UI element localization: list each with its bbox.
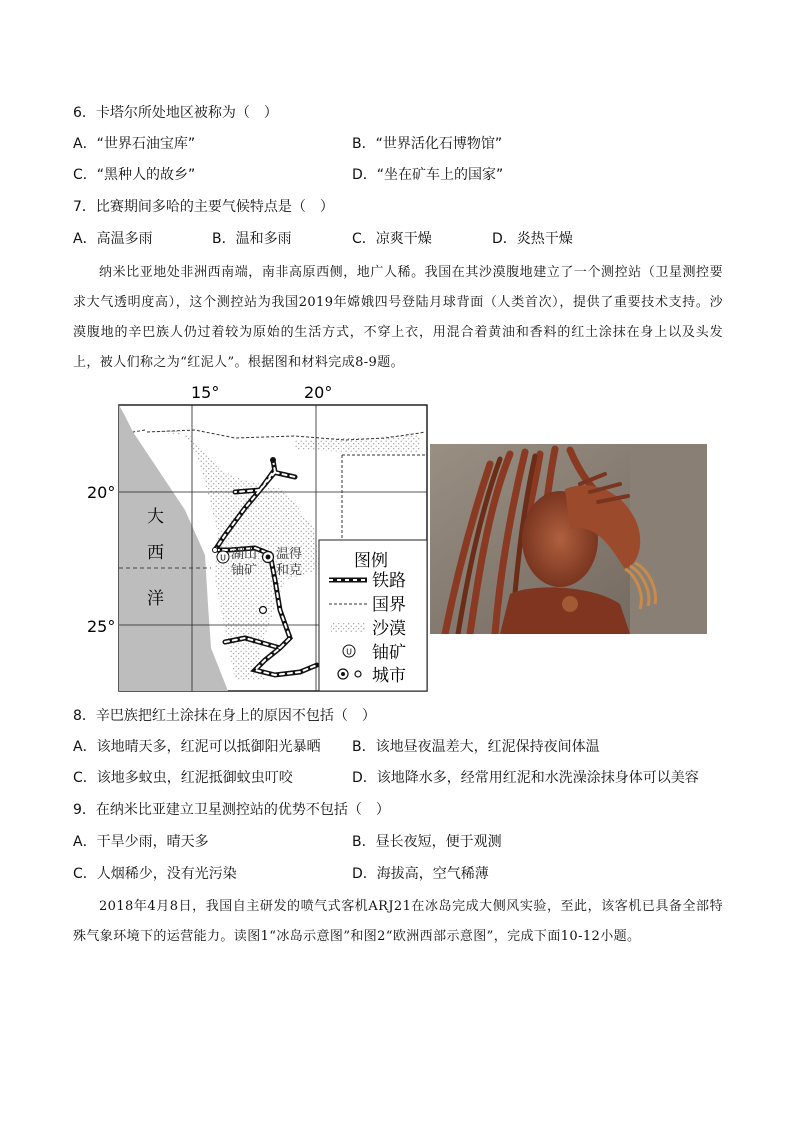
q8-option-a: A．该地晴天多，红泥可以抵御阳光暴晒 bbox=[73, 739, 321, 755]
himba-woman-photo bbox=[430, 444, 707, 634]
latitude-20-label: 20° bbox=[87, 483, 116, 502]
legend-desert: 沙漠 bbox=[372, 619, 406, 639]
passage-namibia: 纳米比亚地处非洲西南端，南非高原西侧，地广人稀。我国在其沙漠腹地建立了一个测控站（卫星测控要求大气透明度高），这个测控站为我国2019年嫦娥四号登陆月球背面（人类首次），提供了重要技术支持。沙漠腹地的辛巴族人仍过着较为原始的生活方式，不穿上衣，用混合着黄油和香料的红土涂抹在身上以及头发上，被人们称之为“红泥人”。根据图和材料完成8-9题。 bbox=[73, 265, 723, 370]
map-legend bbox=[319, 540, 427, 691]
svg-text:U: U bbox=[346, 647, 352, 657]
q7-option-c: C．凉爽干燥 bbox=[352, 231, 432, 247]
ocean-label-3: 洋 bbox=[147, 589, 164, 609]
q9-option-d: D．海拔高，空气稀薄 bbox=[352, 866, 489, 882]
passage-iceland: 2018年4月8日，我国自主研发的喷气式客机ARJ21在冰岛完成大侧风实验，至此，该客机已具备全部特殊气象环境下的运营能力。读图1“冰岛示意图”和图2“欧洲西部示意图”，完成下面10-12小题。 bbox=[73, 899, 723, 944]
legend-uranium: 铀矿 bbox=[372, 643, 406, 663]
q6-option-c: C．“黑种人的故乡” bbox=[73, 167, 196, 183]
q6-option-b: B．“世界活化石博物馆” bbox=[352, 136, 503, 152]
question-8-stem: 8．辛巴族把红土涂抹在身上的原因不包括（ ） bbox=[73, 708, 376, 724]
hushan-label-2: 铀矿 bbox=[231, 563, 258, 578]
q7-option-a: A．高温多雨 bbox=[73, 231, 153, 247]
latitude-25-label: 25° bbox=[87, 617, 116, 636]
q6-option-d: D．“坐在矿车上的国家” bbox=[352, 167, 504, 183]
longitude-15-label: 15° bbox=[191, 383, 220, 402]
namibia-map bbox=[85, 380, 430, 695]
question-9-stem: 9．在纳米比亚建立卫星测控站的优势不包括（ ） bbox=[73, 802, 390, 818]
legend-city: 城市 bbox=[372, 666, 406, 686]
q9-option-c: C．人烟稀少，没有光污染 bbox=[73, 866, 237, 882]
question-7-stem: 7．比赛期间多哈的主要气候特点是（ ） bbox=[73, 199, 334, 215]
q7-option-d: D．炎热干燥 bbox=[492, 231, 573, 247]
ocean-label-1: 大 bbox=[147, 507, 164, 527]
q7-option-b: B．温和多雨 bbox=[212, 231, 292, 247]
q8-option-c: C．该地多蚊虫，红泥抵御蚊虫叮咬 bbox=[73, 770, 293, 786]
svg-text:U: U bbox=[220, 553, 226, 563]
q8-option-d: D．该地降水多，经常用红泥和水洗澡涂抹身体可以美容 bbox=[352, 770, 699, 786]
legend-railway: 铁路 bbox=[372, 571, 406, 591]
q6-option-a: A．“世界石油宝库” bbox=[73, 136, 196, 152]
windhoek-label-2: 和克 bbox=[276, 563, 303, 578]
q9-option-b: B．昼长夜短，便于观测 bbox=[352, 834, 502, 850]
question-6-stem: 6．卡塔尔所处地区被称为（ ） bbox=[73, 105, 278, 121]
windhoek-label-1: 温得 bbox=[276, 547, 303, 562]
ocean-label-2: 西 bbox=[147, 543, 164, 563]
legend-border: 国界 bbox=[372, 595, 406, 615]
hushan-label-1: 湖山 bbox=[231, 547, 258, 562]
city-marker bbox=[260, 607, 267, 614]
legend-title: 图例 bbox=[354, 551, 388, 571]
q9-option-a: A．干旱少雨，晴天多 bbox=[73, 834, 209, 850]
longitude-20-label: 20° bbox=[304, 383, 333, 402]
q8-option-b: B．该地昼夜温差大，红泥保持夜间体温 bbox=[352, 739, 600, 755]
